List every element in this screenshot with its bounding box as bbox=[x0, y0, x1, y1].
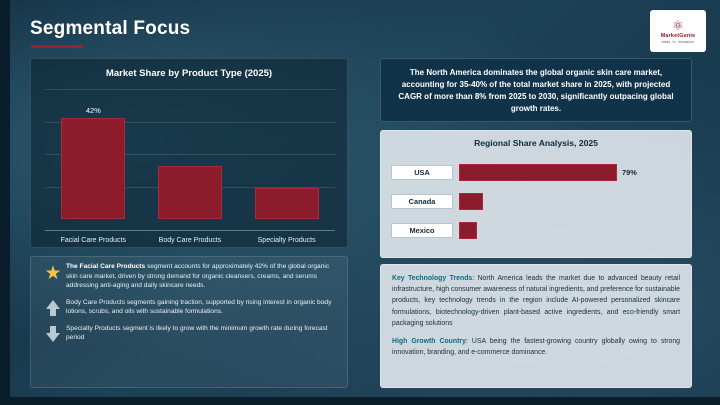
regional-row-0 bbox=[391, 159, 681, 185]
market-share-chart-panel bbox=[30, 58, 348, 248]
insight-text-2: Specialty Products segment is likely to grow with the minimum growth rate during forecast period bbox=[66, 324, 328, 342]
left-edge-bar bbox=[0, 0, 10, 405]
regional-label-1: Canada bbox=[391, 194, 453, 209]
bar-0 bbox=[61, 118, 125, 219]
regional-label-2: Mexico bbox=[391, 223, 453, 238]
regional-row-1 bbox=[391, 188, 681, 214]
title-underline bbox=[31, 45, 83, 48]
trends-panel bbox=[380, 264, 692, 388]
x-tick-2: Specialty Products bbox=[257, 237, 316, 244]
brand-logo bbox=[650, 10, 706, 52]
logo-name: MarketGenie bbox=[660, 32, 696, 39]
insight-text-0 bbox=[66, 262, 338, 291]
growth-country-text: : USA being the fastest-growing country globally owing to strong innovation, branding, and e-commerce dominance. bbox=[392, 337, 680, 357]
insight-item-2 bbox=[31, 319, 347, 345]
chart-x-axis bbox=[45, 230, 335, 231]
tech-trends-paragraph bbox=[392, 273, 680, 329]
insight-text-1: Body Care Products segments gaining traction, supported by rising interest in organic body lotions, scrubs, and oils with sustainable formulations. bbox=[66, 298, 332, 316]
regional-value-0: 79% bbox=[622, 167, 637, 177]
star-icon: ★ bbox=[44, 263, 62, 284]
tech-trends-heading: Key Technology Trends bbox=[392, 275, 473, 282]
bottom-edge-bar bbox=[0, 397, 720, 405]
regional-bar-1 bbox=[459, 193, 483, 210]
regional-row-2 bbox=[391, 217, 681, 243]
chart-title: Market Share by Product Type (2025) bbox=[105, 68, 273, 79]
insight-item-0 bbox=[31, 257, 347, 293]
bar-group-1 bbox=[149, 89, 231, 219]
insights-panel bbox=[30, 256, 348, 388]
bar-2 bbox=[255, 188, 319, 219]
bar-value-label-0: 42% bbox=[85, 105, 101, 115]
regional-label-0: USA bbox=[391, 165, 453, 180]
arrow-down-icon bbox=[40, 324, 66, 342]
key-statement: The North America dominates the global organic skin care market, accounting for 35-40% of the total market share in 2025, with projected CAGR of more than 8% from 2025 to 2030, significantly outpacing global growth rates. bbox=[380, 58, 692, 122]
x-tick-0: Facial Care Products bbox=[60, 237, 126, 244]
tech-trends-text: : North America leads the market due to advanced beauty retail infrastructure, high consumer awareness of natural ingredients, and preference for sustainable products, key technology trends in the region include AI-powered personalized skincare formulations, biotechnology-driven plant-based active ingredients, and eco-friendly smart packaging solutions bbox=[392, 275, 680, 327]
chart-bars bbox=[45, 89, 335, 219]
insight-body-0: segment accounts for approximately 42% of the global organic skin care market, driven by strong demand for organic cleansers, creams, and serums addressing anti-aging and daily skincare needs. bbox=[66, 263, 330, 290]
arrow-up-icon bbox=[40, 298, 66, 316]
chart-x-tick-labels bbox=[45, 237, 335, 244]
regional-bar-2 bbox=[459, 222, 477, 239]
logo-tagline: Ideas, In, Innovation bbox=[661, 39, 695, 44]
regional-chart-title: Regional Share Analysis, 2025 bbox=[474, 138, 598, 148]
insight-lead-0: The Facial Care Products bbox=[66, 263, 146, 270]
bar-group-2 bbox=[246, 89, 328, 219]
logo-mark-icon: ⚛ bbox=[672, 17, 684, 33]
bar-group-0 bbox=[52, 89, 134, 219]
regional-bar-0 bbox=[459, 164, 617, 181]
chart-plot-area bbox=[45, 89, 335, 219]
growth-country-paragraph bbox=[392, 336, 680, 358]
bar-1 bbox=[158, 166, 222, 219]
insight-item-1 bbox=[31, 293, 347, 319]
growth-country-heading: High Growth Country bbox=[392, 337, 466, 345]
regional-chart-bars bbox=[391, 159, 681, 249]
regional-share-chart-panel bbox=[380, 130, 692, 258]
page-title: Segmental Focus bbox=[30, 18, 191, 39]
x-tick-1: Body Care Products bbox=[158, 237, 222, 244]
